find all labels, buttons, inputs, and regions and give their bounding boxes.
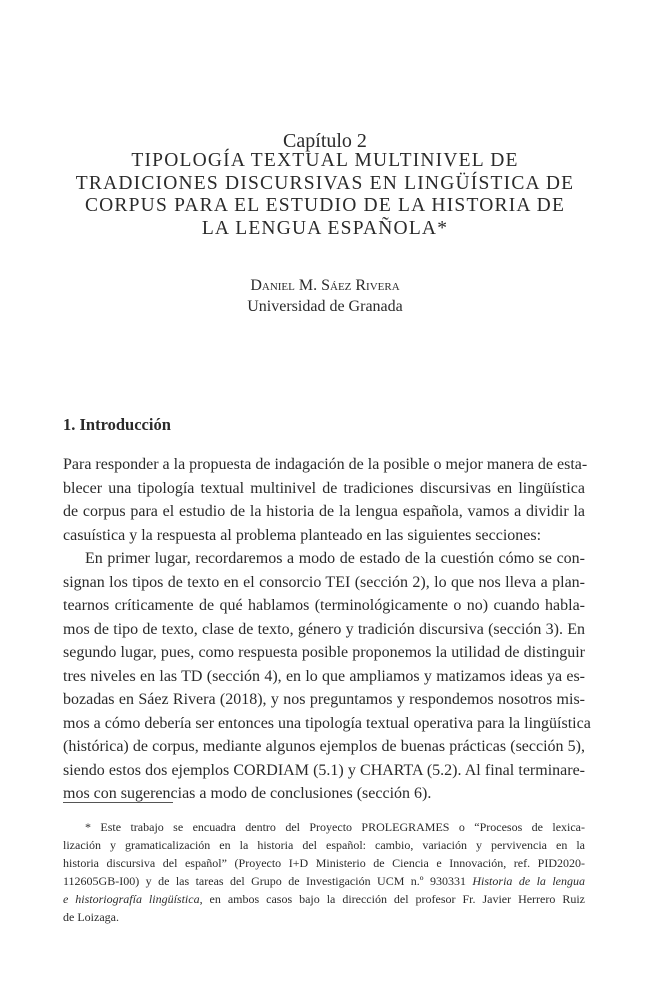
footnote-text: , en ambos casos bajo la dirección del profesor Fr. Javier Herrero Ruiz [199, 892, 585, 907]
footnote-italic-title: e historiografía lingüística [63, 892, 200, 907]
body-line: blecer una tipología textual multinivel de tradiciones discursivas en lingüística [63, 479, 585, 497]
chapter-label: Capítulo 2 [283, 130, 367, 152]
footnote-divider [63, 802, 173, 803]
body-line: mos de tipo de texto, clase de texto, género y tradición discursiva (sección 3). En [63, 620, 585, 638]
author-name: Daniel M. Sáez Rivera [250, 277, 400, 294]
footnote [63, 818, 585, 927]
body-line: (histórica) de corpus, mediante algunos ejemplos de buenas prácticas (sección 5), [63, 738, 585, 755]
body-line: segundo lugar, pues, como respuesta posible proponemos la utilidad de distinguir [63, 644, 585, 661]
body-line: mos con sugerencias a modo de conclusiones (sección 6). [63, 785, 432, 802]
body-line: siendo estos dos ejemplos CORDIAM (5.1) y CHARTA (5.2). Al final terminare- [63, 761, 585, 779]
chapter-title-line: TIPOLOGÍA TEXTUAL MULTINIVEL DE [131, 150, 519, 171]
body-line: bozadas en Sáez Rivera (2018), y nos preguntamos y respondemos nosotros mis- [63, 691, 585, 708]
body-line: En primer lugar, recordaremos a modo de estado de la cuestión cómo se con- [85, 550, 585, 567]
chapter-title-line: CORPUS PARA EL ESTUDIO DE LA HISTORIA DE [84, 195, 566, 216]
body-line: casuística y la respuesta al problema planteado en las siguientes secciones: [63, 526, 542, 544]
body-line: tres niveles en las TD (sección 4), en lo que ampliamos y matizamos ideas ya es- [63, 667, 585, 685]
chapter-title [60, 150, 590, 240]
section-heading: 1. Introducción [63, 415, 171, 434]
author-affiliation: Universidad de Granada [247, 298, 403, 315]
footnote-italic-title: Historia de la lengua [472, 874, 586, 889]
footnote-text: 112605GB-I00) y de las tareas del Grupo de Investigación UCM n.º 930331 [63, 874, 473, 889]
body-text [63, 453, 591, 806]
body-line: signan los tipos de texto en el consorcio TEI (sección 2), lo que nos lleva a plan- [63, 573, 585, 591]
footnote-line: * Este trabajo se encuadra dentro del Proyecto PROLEGRAMES o “Procesos de lexica- [85, 820, 585, 834]
chapter-title-line: TRADICIONES DISCURSIVAS EN LINGÜÍSTICA DE [75, 172, 575, 194]
body-line: de corpus para el estudio de la historia de la lengua española, vamos a dividir la [63, 503, 585, 520]
footnote-line [63, 890, 585, 908]
footnote-line: de Loizaga. [63, 910, 119, 925]
body-line: Para responder a la propuesta de indagación de la posible o mejor manera de esta- [63, 456, 588, 473]
body-line: tearnos críticamente de qué hablamos (terminológicamente o no) cuando habla- [63, 597, 585, 614]
chapter-title-line: LA LENGUA ESPAÑOLA* [201, 217, 449, 239]
footnote-line: historia discursiva del español” (Proyecto I+D Ministerio de Ciencia e Innovación, ref. PID2020- [63, 856, 585, 871]
author-block [0, 275, 650, 317]
body-line: mos a cómo debería ser entonces una tipología textual operativa para la lingüística [63, 714, 591, 732]
footnote-line [63, 872, 585, 890]
footnote-line: lización y gramaticalización en la historia del español: cambio, variación y pervivencia en la [63, 838, 585, 853]
